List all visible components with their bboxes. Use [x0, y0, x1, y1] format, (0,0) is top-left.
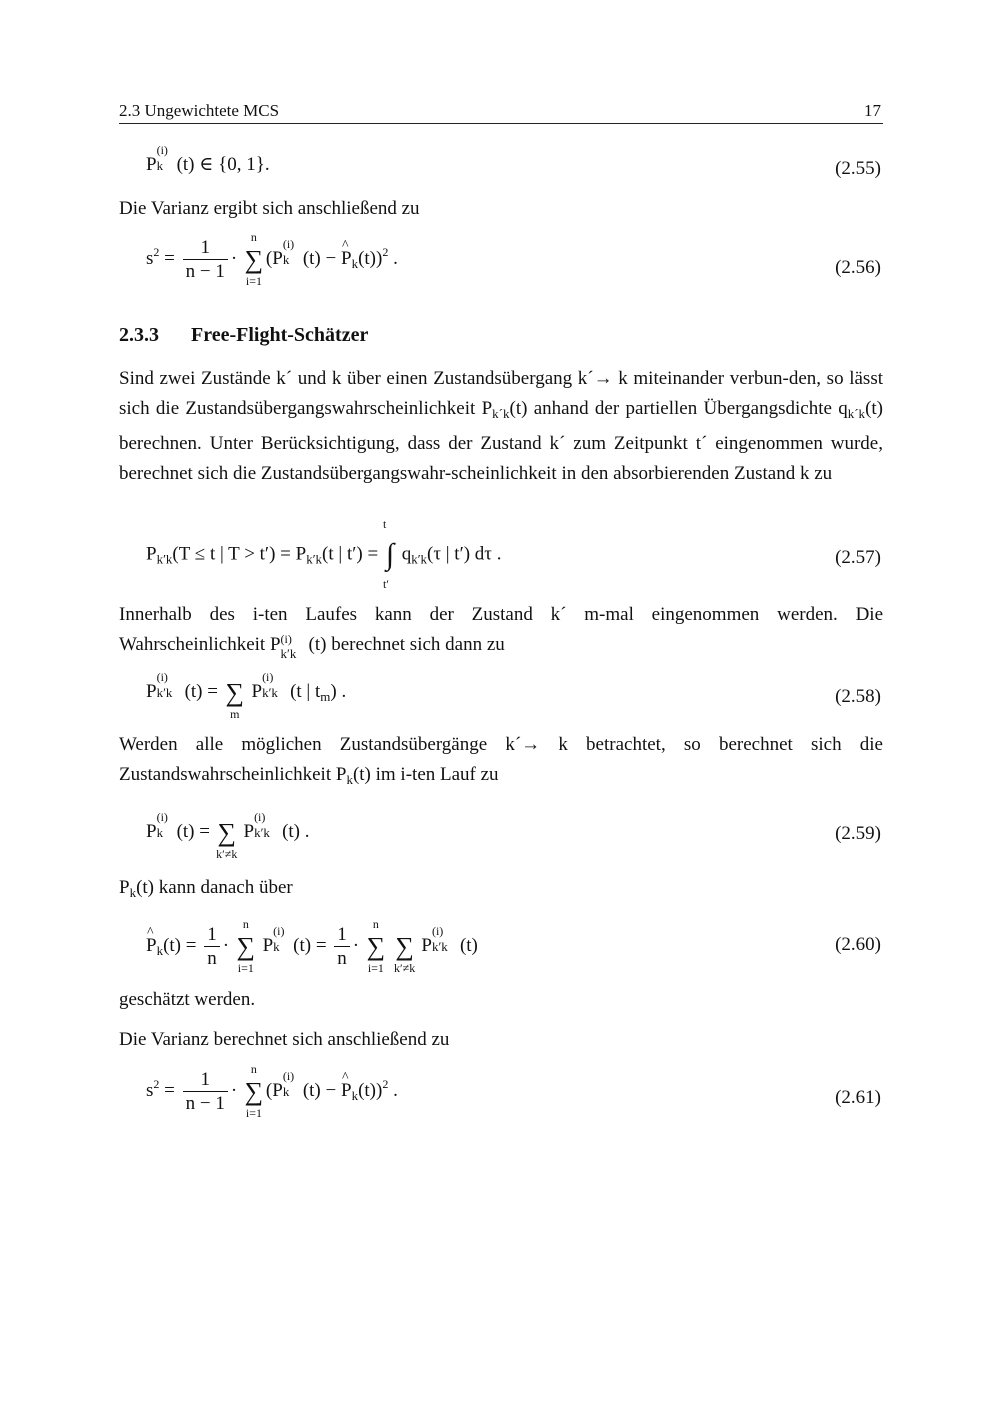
equation-2-60: ^ $P_k(t)$ = $\frac{1}{n}$ · n ∑ i=1 P (i) k (t) = $\frac{1}{n}$ · n ∑ i=1 ∑ k′≠k P (i) k′k (t)	[146, 925, 478, 968]
header-page-number: 17	[864, 101, 881, 120]
equation-number-2-58: (2.58)	[835, 686, 881, 707]
paragraph-3: Werden alle möglichen Zustandsübergänge k´→ k betrachtet, so berechnet sich die Zustandswahrscheinlichkeit $P_k(t)$ im i-ten Lauf zu	[119, 734, 883, 787]
paragraph-2-part-b: berechnet sich dann zu	[331, 634, 505, 655]
document-page	[119, 0, 883, 1415]
paragraph-4: $P_k(t)$ kann danach über	[119, 877, 293, 900]
paragraph-1: Sind zwei Zustände k´ und k über einen Zustandsübergang k´→ k miteinander verbun-den, so lässt sich die Zustandsübergangswahrscheinlichkeit $P_{k´k}(t)$ anhand der partiellen Übergangsdichte $q_{k´k}(t)$ berechnen. Unter Berücksichtigung, dass der Zustand k´ zum Zeitpunkt t´ eingenommen wurde, berechnet sich die Zustandsübergangswahr-scheinlichkeit in den absorbierenden Zustand k zu	[119, 368, 883, 484]
equation-2-61: $s^2$ = $\frac{1}{n - 1}$ · n ∑ i=1 (P (i) k (t) − ^ $P_k(t))^2$ .	[146, 1070, 398, 1113]
equation-number-2-55: (2.55)	[835, 158, 881, 179]
paragraph-2: Innerhalb des i-ten Laufes kann der Zustand k´ m-mal eingenommen werden. Die Wahrscheinlichkeit P (i) k′k (t) berechnet sich dann zu	[119, 604, 883, 661]
eq-2-61-lhs: s	[146, 1079, 154, 1101]
equation-2-55: P (i) k (t) ∈ {0, 1}.	[146, 143, 270, 175]
equation-number-2-60: (2.60)	[835, 934, 881, 955]
paragraph-3-part-a: Werden alle möglichen Zustandsübergänge k´→ k betrachtet, so berechnet sich die Zustandswahrscheinlichkeit P	[119, 734, 883, 785]
paragraph-varianz-2: Die Varianz berechnet sich anschließend zu	[119, 1029, 450, 1050]
paragraph-1-part-b: (t) anhand der partiellen Übergangsdichte q	[509, 398, 848, 419]
paragraph-2-part-a: Innerhalb des i-ten Laufes kann der Zustand k´ m-mal eingenommen werden. Die Wahrscheinlichkeit	[119, 604, 883, 655]
section-title: Free-Flight-Schätzer	[191, 324, 369, 346]
paragraph-geschaetzt: geschätzt werden.	[119, 989, 256, 1010]
equation-number-2-56: (2.56)	[835, 257, 881, 278]
equation-number-2-61: (2.61)	[835, 1087, 881, 1108]
equation-2-58: P (i) k′k (t) = ∑ m P (i) k′k (t | $t_m$) .	[146, 670, 347, 721]
equation-2-59: P (i) k (t) = ∑ k′≠k P (i) k′k (t) .	[146, 810, 310, 861]
eq-2-55-tail: (t) ∈ {0, 1}.	[176, 154, 270, 175]
paragraph-4-text: (t) kann danach über	[136, 877, 293, 898]
paragraph-1-part-c: (t) berechnen. Unter Berücksichtigung, dass der Zustand k´ zum Zeitpunkt t´ eingenommen wurde, berechnet sich die Zustandsübergangswahr-scheinlichkeit in den absorbierenden Zustand k zu	[119, 398, 883, 484]
paragraph-3-part-b: (t) im i-ten Lauf zu	[352, 764, 499, 785]
running-header	[119, 101, 883, 124]
section-heading	[119, 324, 368, 347]
paragraph-1-part-a: Sind zwei Zustände k´ und k über einen Zustandsübergang k´→ k miteinander verbun-den, so lässt sich die Zustandsübergangswahrscheinlichkeit P	[119, 368, 883, 419]
equation-number-2-59: (2.59)	[835, 823, 881, 844]
header-section-title: 2.3 Ungewichtete MCS	[119, 101, 280, 120]
paragraph-varianz-1: Die Varianz ergibt sich anschließend zu	[119, 198, 420, 219]
eq-2-56-lhs: s	[146, 247, 154, 269]
equation-2-57: $P_{k'k}(T \le t$ | $T > t') = P_{k'k}(t$ | t′) = t ∫ t′ $q_{k'k}(\tau$ | t′) dτ .	[146, 517, 502, 591]
equation-2-56: $s^2$ = $\frac{1}{n - 1}$ · n ∑ i=1 (P (i) k (t) − ^ $P_k(t))^2$ .	[146, 238, 398, 281]
equation-number-2-57: (2.57)	[835, 547, 881, 568]
section-number: 2.3.3	[119, 324, 159, 346]
